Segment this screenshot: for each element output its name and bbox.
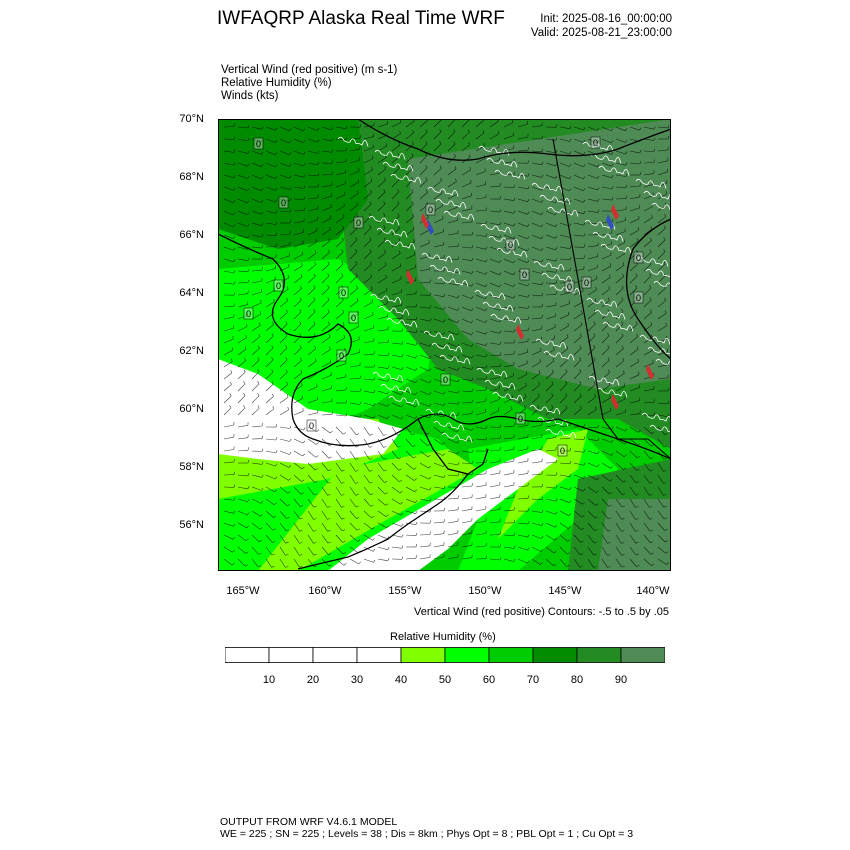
colorbar-label: 10 xyxy=(262,674,276,686)
colorbar-label: 20 xyxy=(306,674,320,686)
colorbar-bin xyxy=(533,648,577,663)
init-time: Init: 2025-08-16_00:00:00 xyxy=(540,13,672,25)
lon-label-160w: 160°W xyxy=(308,585,342,597)
contour-label: 0 xyxy=(566,282,573,292)
colorbar-bin xyxy=(225,648,269,663)
field-relative-humidity: Relative Humidity (%) xyxy=(221,77,332,89)
colorbar-label: 50 xyxy=(438,674,452,686)
contour-label: 0 xyxy=(245,309,252,319)
colorbar-label: 90 xyxy=(614,674,628,686)
colorbar-label: 60 xyxy=(482,674,496,686)
field-winds: Winds (kts) xyxy=(221,90,279,102)
contour-label: 0 xyxy=(583,278,590,288)
contour-caption: Vertical Wind (red positive) Contours: -.5 to .5 by .05 xyxy=(414,606,669,618)
colorbar-bin xyxy=(269,648,313,663)
contour-label: 0 xyxy=(521,270,528,280)
contour-label: 0 xyxy=(635,293,642,303)
contour-label: 0 xyxy=(442,375,449,385)
colorbar-label: 40 xyxy=(394,674,408,686)
lat-label-68: 68°N xyxy=(179,171,204,183)
contour-label: 0 xyxy=(308,421,315,431)
contour-label: 0 xyxy=(275,281,282,291)
colorbar-bin xyxy=(489,648,533,663)
colorbar-bin xyxy=(445,648,489,663)
lat-label-58: 58°N xyxy=(179,461,204,473)
lon-label-150w: 150°W xyxy=(468,585,502,597)
lat-label-62: 62°N xyxy=(179,345,204,357)
map-panel xyxy=(218,119,671,571)
contour-label: 0 xyxy=(507,240,514,250)
legend-title: Relative Humidity (%) xyxy=(390,631,496,643)
lon-label-155w: 155°W xyxy=(388,585,422,597)
contour-label: 0 xyxy=(338,351,345,361)
contour-label: 0 xyxy=(280,198,287,208)
footer-config: WE = 225 ; SN = 225 ; Levels = 38 ; Dis = 8km ; Phys Opt = 8 ; PBL Opt = 1 ; Cu Opt = 3 xyxy=(220,828,634,840)
plot-title: IWFAQRP Alaska Real Time WRF xyxy=(217,8,505,29)
contour-label: 0 xyxy=(517,414,524,424)
lon-label-145w: 145°W xyxy=(548,585,582,597)
valid-time: Valid: 2025-08-21_23:00:00 xyxy=(530,27,672,39)
contour-label: 0 xyxy=(255,139,262,149)
contour-label: 0 xyxy=(559,446,566,456)
lat-label-60: 60°N xyxy=(179,403,204,415)
lat-label-64: 64°N xyxy=(179,287,204,299)
lat-label-70: 70°N xyxy=(179,113,204,125)
colorbar-label: 30 xyxy=(350,674,364,686)
contour-label: 0 xyxy=(427,205,434,215)
lon-label-165w: 165°W xyxy=(226,585,260,597)
contour-label: 0 xyxy=(592,138,599,148)
lat-label-66: 66°N xyxy=(179,229,204,241)
colorbar-bin xyxy=(577,648,621,663)
lat-label-56: 56°N xyxy=(179,519,204,531)
colorbar-bin xyxy=(401,648,445,663)
footer-model: OUTPUT FROM WRF V4.6.1 MODEL xyxy=(220,816,398,828)
colorbar-bin xyxy=(313,648,357,663)
contour-label: 0 xyxy=(340,288,347,298)
colorbar-label: 70 xyxy=(526,674,540,686)
colorbar-bin xyxy=(621,648,665,663)
contour-label: 0 xyxy=(355,218,362,228)
contour-label: 0 xyxy=(350,313,357,323)
humidity-colorbar xyxy=(225,647,665,663)
field-vertical-wind: Vertical Wind (red positive) (m s-1) xyxy=(221,64,398,76)
lon-label-140w: 140°W xyxy=(636,585,670,597)
colorbar-bin xyxy=(357,648,401,663)
contour-label: 0 xyxy=(635,253,642,263)
colorbar-label: 80 xyxy=(570,674,584,686)
